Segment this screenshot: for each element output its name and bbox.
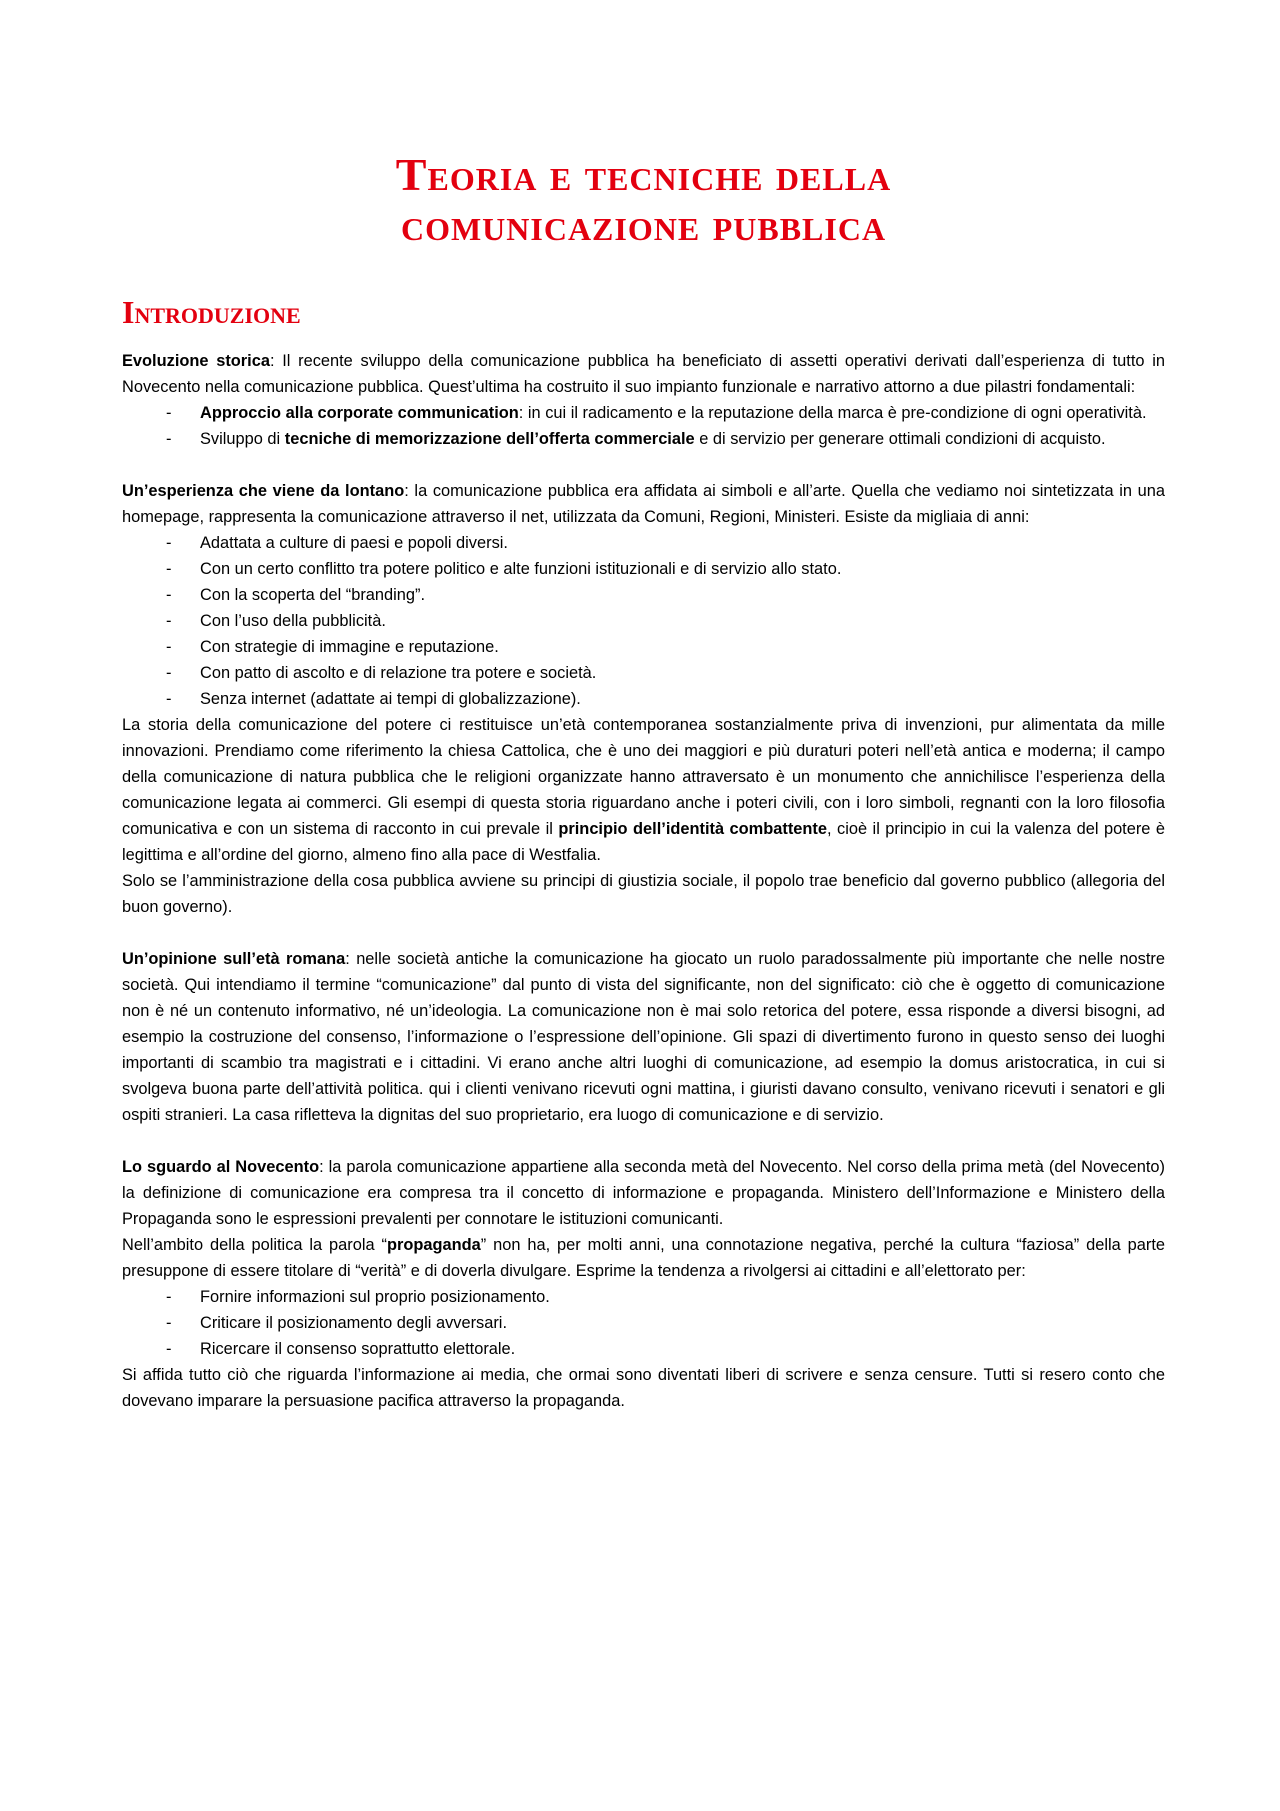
list-item: - Con l’uso della pubblicità.: [122, 608, 1165, 634]
list-item: - Senza internet (adattate ai tempi di globalizzazione).: [122, 686, 1165, 712]
list-item: - Criticare il posizionamento degli avversari.: [122, 1310, 1165, 1336]
paragraph-media: Si affida tutto ciò che riguarda l’informazione ai media, che ormai sono diventati liberi di scrivere e senza censure. Tutti si resero conto che dovevano imparare la persuasione pacifica attraverso la propaganda.: [122, 1366, 1165, 1410]
list-item: - Con patto di ascolto e di relazione tra potere e società.: [122, 660, 1165, 686]
paragraph-storia-potere: La storia della comunicazione del potere ci restituisce un’età contemporanea sostanzialmente priva di invenzioni, pur alimentata da mille innovazioni. Prendiamo come riferimento la chiesa Cattolica, che è uno dei maggiori e più duraturi poteri nell’età antica e moderna; il campo della comunicazione di natura pubblica che le religioni organizzate hanno attraversato è un monumento che annichilisce l’esperienza della comunicazione legata ai commerci. Gli esempi di questa storia riguardano anche i poteri civili, con i loro simboli, regnanti con la loro filosofia comunicativa e con un sistema di racconto in cui prevale il principio dell’identità combattente, cioè il principio in cui la valenza del potere è legittima e all’ordine del giorno, almeno fino alla pace di Westfalia.: [122, 716, 1166, 864]
list-item: - Approccio alla corporate communication: in cui il radicamento e la reputazione della marca è pre-condizione di ogni operatività.: [122, 400, 1165, 426]
list-item: - Ricercare il consenso soprattutto elettorale.: [122, 1336, 1165, 1362]
list-esperienza: [122, 530, 1165, 712]
paragraph-propaganda: Nell’ambito della politica la parola “propaganda” non ha, per molti anni, una connotazione negativa, perché la cultura “faziosa” della parte presuppone di essere titolare di “verità” e di doverla divulgare. Esprime la tendenza a rivolgersi ai cittadini e all’elettorato per:: [122, 1236, 1165, 1280]
lead-novecento: Lo sguardo al Novecento: [122, 1158, 320, 1176]
paragraph-buon-governo: Solo se l’amministrazione della cosa pubblica avviene su principi di giustizia sociale, il popolo trae beneficio dal governo pubblico (allegoria del buon governo).: [122, 872, 1165, 916]
document-title: [122, 150, 1165, 250]
list-item: - Con strategie di immagine e reputazione.: [122, 634, 1165, 660]
section-heading-introduzione: Introduzione: [122, 294, 301, 330]
list-evoluzione: [122, 400, 1165, 452]
list-novecento: [122, 1284, 1165, 1362]
list-item: - Fornire informazioni sul proprio posizionamento.: [122, 1284, 1165, 1310]
list-item: - Con la scoperta del “branding”.: [122, 582, 1165, 608]
paragraph-evoluzione: Evoluzione storica: Il recente sviluppo della comunicazione pubblica ha beneficiato di assetti operativi derivati dall’esperienza di tutto in Novecento nella comunicazione pubblica. Quest’ultima ha costruito il suo impianto funzionale e narrativo attorno a due pilastri fondamentali:: [122, 352, 1165, 396]
list-item: - Adattata a culture di paesi e popoli diversi.: [122, 530, 1165, 556]
lead-eta-romana: Un’opinione sull’età romana: [122, 950, 346, 968]
paragraph-eta-romana: Un’opinione sull’età romana: nelle società antiche la comunicazione ha giocato un ruolo paradossalmente più importante che nelle nostre società. Qui intendiamo il termine “comunicazione” dal punto di vista del significante, non del significato: ciò che è oggetto di comunicazione non è né un contenuto informativo, né un’ideologia. La comunicazione non è mai solo retorica del potere, essa risponde a diversi bisogni, ad esempio la costruzione del consenso, l’informazione o l’espressione dell’opinione. Gli spazi di divertimento furono in questo senso dei luoghi importanti di scambio tra magistrati e i cittadini. Vi erano anche altri luoghi di comunicazione, ad esempio la domus aristocratica, in cui si svolgeva buona parte dell’attività politica. qui i clienti venivano ricevuti ogni mattina, i giuristi davano consulto, venivano ricevuti i senatori e gli ospiti stranieri. La casa rifletteva la dignitas del suo proprietario, era luogo di comunicazione e di servizio.: [122, 950, 1165, 1124]
title-line-2: comunicazione pubblica: [400, 199, 887, 250]
paragraph-novecento: Lo sguardo al Novecento: la parola comunicazione appartiene alla seconda metà del Novecento. Nel corso della prima metà (del Novecento) la definizione di comunicazione era compresa tra il concetto di informazione e propaganda. Ministero dell’Informazione e Ministero della Propaganda sono le espressioni prevalenti per connotare le istituzioni comunicanti.: [122, 1158, 1165, 1228]
list-item: - Sviluppo di tecniche di memorizzazione dell’offerta commerciale e di servizio per generare ottimali condizioni di acquisto.: [122, 426, 1165, 452]
lead-esperienza: Un’esperienza che viene da lontano: [122, 482, 405, 500]
list-item: - Con un certo conflitto tra potere politico e alte funzioni istituzionali e di servizio allo stato.: [122, 556, 1165, 582]
title-line-1: Teoria e tecniche della: [395, 149, 892, 200]
paragraph-esperienza: Un’esperienza che viene da lontano: la comunicazione pubblica era affidata ai simboli e all’arte. Quella che vediamo noi sintetizzata in una homepage, rappresenta la comunicazione attraverso il net, utilizzata da Comuni, Regioni, Ministeri. Esiste da migliaia di anni:: [122, 482, 1165, 526]
lead-evoluzione: Evoluzione storica: [122, 352, 270, 370]
